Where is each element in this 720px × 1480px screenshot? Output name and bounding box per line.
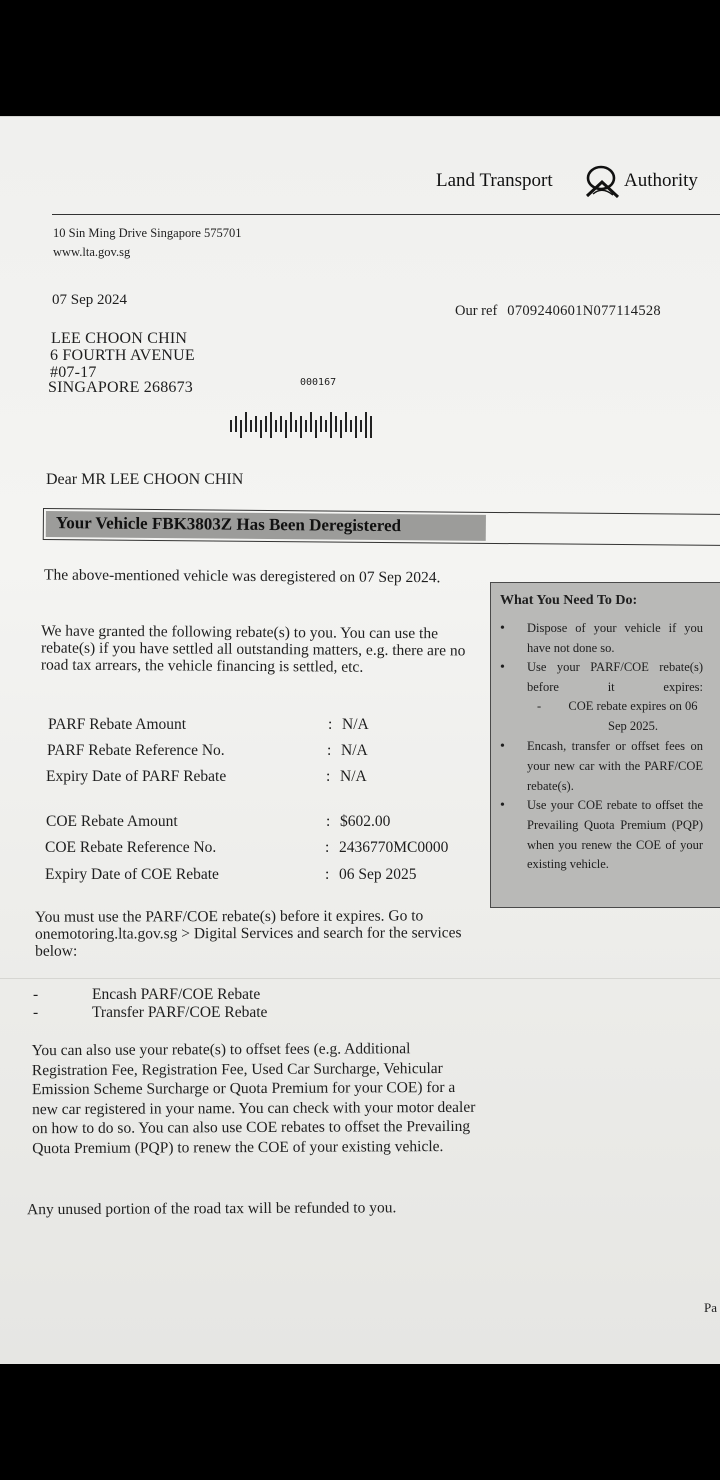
todo-item-encash-text: Encash, transfer or offset fees on your new car with the PARF/COE rebate(s). [527,739,703,793]
our-reference [455,303,661,320]
parf-expiry-value: N/A [340,768,367,785]
road-tax-refund-paragraph: Any unused portion of the road tax will be refunded to you. [26,1199,397,1219]
logo-text-land-transport: Land Transport [436,170,553,191]
recipient-street: 6 FOURTH AVENUE [50,347,195,364]
sender-address-line: 10 Sin Ming Drive Singapore 575701 [53,226,242,240]
sender-website: www.lta.gov.sg [53,245,131,259]
todo-subitem-expiry-text: COE rebate expires on 06 Sep 2025. [568,699,698,733]
coe-ref-value: 2436770MC0000 [339,839,449,856]
deregistration-paragraph: The above-mentioned vehicle was deregistered on 07 Sep 2024. [43,566,441,587]
recipient-name: LEE CHOON CHIN [51,330,188,347]
salutation: Dear MR LEE CHOON CHIN [46,471,244,488]
todo-item-pqp-text: Use your COE rebate to offset the Prevailing Quota Premium (PQP) when you renew the COE of your existing vehicle. [527,798,703,872]
bullet-icon: • [500,739,505,754]
coe-expiry-label: Expiry Date of COE Rebate [45,866,219,883]
parf-ref-value: N/A [341,742,368,759]
rebate-paragraph: We have granted the following rebate(s) to you. You can use the rebate(s) if you have settled all outstanding matters, e.g. there are no road tax arrears, the vehicle financing is settled, etc. [40,622,466,676]
bullet-icon: • [500,660,505,675]
instructions-paragraph: You must use the PARF/COE rebate(s) before it expires. Go to onemotoring.lta.gov.sg > Digital Services and search for the services below: [34,907,462,960]
top-edge [0,116,720,117]
coe-expiry-value: 06 Sep 2025 [339,866,417,883]
lta-logo [436,170,698,192]
parf-ref-label: PARF Rebate Reference No. [47,742,225,759]
todo-item-dispose-text: Dispose of your vehicle if you have not done so. [527,621,703,655]
our-ref-value: 0709240601N077114528 [507,303,661,319]
what-to-do-title: What You Need To Do: [500,593,638,608]
what-to-do-box: What You Need To Do: • Dispose of your vehicle if you have not done so. • Use your PARF/COE rebate(s) before it expires: - COE rebate expires on 06 Sep 2025. • Encash, transfer or offset fees on your new car with the PARF/COE rebate(s). • Use your COE rebate to offset the Prevailing Quota Premium (PQP) when you renew the COE of your existing vehicle. [490,582,720,908]
recipient-address [50,330,195,396]
recipient-unit: #07-17 [50,364,97,381]
letter-page: Land Transport Authority 10 Sin Ming Drive Singapore 575701 www.lta.gov.sg 07 Sep 2024 Our ref 0709240601N077114528 LEE CHOON CHIN 6 FOURTH AVENUE #07-17 SINGAPORE 268673 000167 Dear MR LEE CHOON CHIN Your Vehicle FBK3803Z Has Been Deregistered The above-mentioned vehicle was deregistered on 07 Sep 2024. We have granted the following rebate(s) to you. You can use the rebate(s) if you have settled all outstanding matters, e.g. there are no road tax arrears, the vehicle financing is settled, etc. PARF Rebate Amount : N/A PARF Rebate Reference No. : N/A Expiry Date of PARF Rebate : N/A COE Rebate Amount : $602.00 COE Rebate Reference No. : 2436770MC0000 Expiry Date of COE Rebate : 06 Sep 2025 You must use the PARF/COE rebate(s) before it expires. Go to onemotoring.lta.gov.sg > Digital Services and search for the services below: - Encash PARF/COE Rebate - Transfer PARF/COE Rebate You can also use your rebate(s) to offset fees (e.g. Additional Registration Fee, Registration Fee, Used Car Surcharge, Vehicular Emission Scheme Surcharge or Quota Premium for your COE) for a new car registered in your name. You can check with your motor dealer on how to do so. You can also use COE rebates to offset the Prevailing Quota Premium (PQP) to renew the COE of your existing vehicle. Any unused portion of the road tax will be refunded to you. What You Need To Do: • Dispose of your vehicle if you have not done so. • Use your PARF/COE rebate(s) before it expires: - COE rebate expires on 06 Sep 2025. • Encash, transfer or offset fees on your new car with the PARF/COE rebate(s). • Use your COE rebate to offset the Prevailing Quota Premium (PQP) when you renew the COE of your existing vehicle. Pa [0,116,720,1364]
sequence-number: 000167 [300,377,337,388]
bullet-icon: • [500,798,505,813]
fold-line [0,978,720,979]
letterhead-rule [52,214,720,215]
sender-address [53,224,242,262]
our-ref-label: Our ref [455,303,498,319]
service-encash-label: Encash PARF/COE Rebate [92,986,261,1003]
subject-text: Your Vehicle FBK3803Z Has Been Deregistered [55,513,402,536]
offset-fees-paragraph: You can also use your rebate(s) to offset fees (e.g. Additional Registration Fee, Registration Fee, Used Car Surcharge, Vehicular Emission Scheme Surcharge or Quota Premium for your COE) for a new car registered in your name. You can check with your motor dealer on how to do so. You can also use COE rebates to offset the Prevailing Quota Premium (PQP) to renew the COE of your existing vehicle. [31,1040,476,1157]
todo-item-use-rebate-text: Use your PARF/COE rebate(s) before it expires: [527,660,703,694]
subject-banner [43,508,720,546]
parf-amount-label: PARF Rebate Amount [48,716,187,733]
coe-amount-label: COE Rebate Amount [46,813,178,830]
parf-expiry-label: Expiry Date of PARF Rebate [46,768,227,785]
coe-ref-label: COE Rebate Reference No. [45,839,217,856]
logo-text-authority: Authority [624,170,698,191]
coe-amount-value: $602.00 [340,813,391,830]
postal-barcode [230,412,376,438]
bullet-icon: • [500,621,505,636]
lta-emblem-icon [584,164,620,198]
recipient-city: SINGAPORE 268673 [48,379,193,396]
letter-date: 07 Sep 2024 [52,292,127,308]
parf-amount-value: N/A [342,716,369,733]
service-transfer-label: Transfer PARF/COE Rebate [92,1004,268,1021]
page-number-fragment: Pa [704,1300,717,1315]
